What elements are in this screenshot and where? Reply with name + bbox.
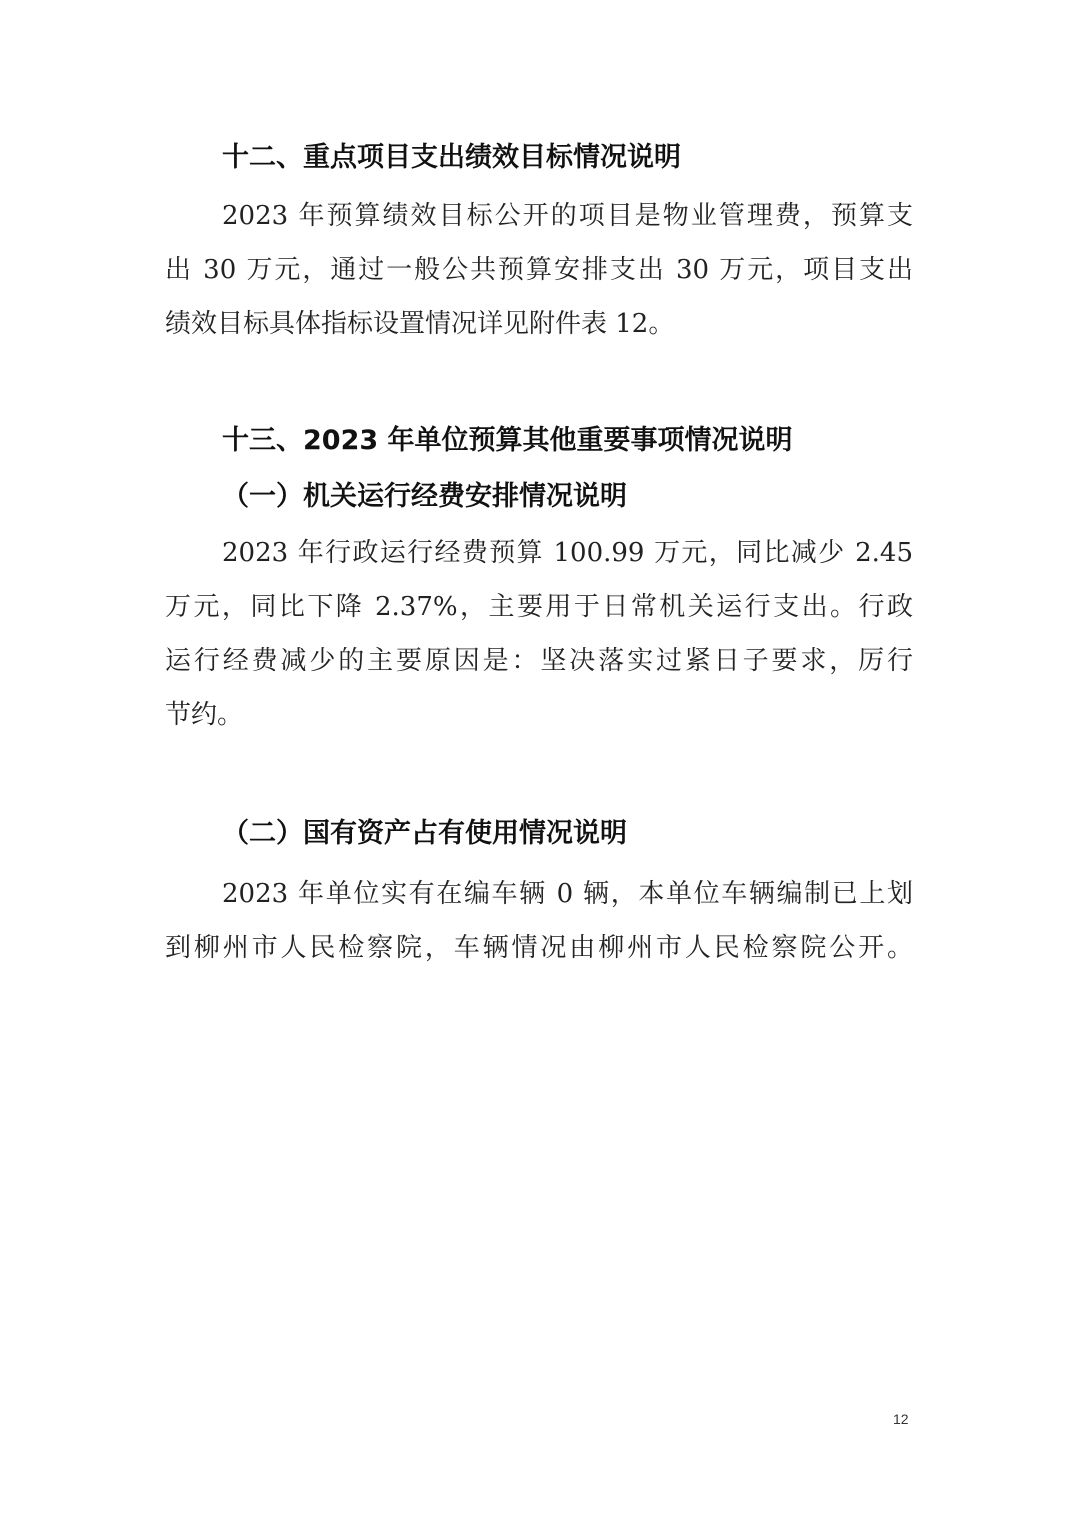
- paragraph-line: 2023 年行政运行经费预算 100.99 万元，同比减少 2.45: [222, 538, 913, 568]
- paragraph-line: 2023 年单位实有在编车辆 0 辆，本单位车辆编制已上划: [222, 879, 913, 909]
- paragraph-line: 到柳州市人民检察院，车辆情况由柳州市人民检察院公开。: [165, 933, 913, 963]
- paragraph-line: 万元，同比下降 2.37%，主要用于日常机关运行支出。行政: [165, 592, 913, 622]
- section-12-heading: 十二、重点项目支出绩效目标情况说明: [222, 142, 681, 173]
- subsection-2-heading: （二）国有资产占有使用情况说明: [222, 818, 627, 849]
- paragraph-line: 2023 年预算绩效目标公开的项目是物业管理费，预算支: [222, 201, 913, 231]
- paragraph-line: 节约。: [165, 700, 244, 730]
- section-13-heading: 十三、2023 年单位预算其他重要事项情况说明: [222, 425, 793, 456]
- section-12-paragraph: [165, 189, 913, 351]
- page-number: 12: [893, 1411, 909, 1427]
- paragraph-line: 绩效目标具体指标设置情况详见附件表 12。: [165, 309, 675, 339]
- subsection-2-paragraph: [165, 867, 913, 975]
- paragraph-line: 出 30 万元，通过一般公共预算安排支出 30 万元，项目支出: [165, 255, 913, 285]
- paragraph-line: 运行经费减少的主要原因是：坚决落实过紧日子要求，厉行: [165, 646, 913, 676]
- subsection-1-paragraph: [165, 526, 913, 742]
- subsection-1-heading: （一）机关运行经费安排情况说明: [222, 481, 627, 512]
